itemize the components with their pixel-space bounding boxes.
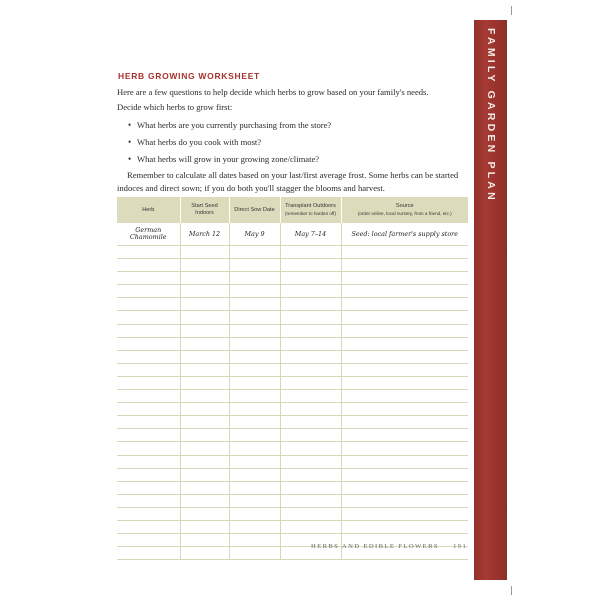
table-cell — [117, 272, 180, 285]
table-cell — [180, 429, 229, 442]
table-cell — [280, 520, 341, 533]
table-cell — [280, 272, 341, 285]
cell-direct-sow: May 9 — [229, 223, 280, 246]
table-cell — [341, 337, 468, 350]
table-row — [117, 246, 468, 259]
table-cell — [341, 442, 468, 455]
table-cell — [341, 403, 468, 416]
table-cell — [180, 481, 229, 494]
table-cell — [180, 455, 229, 468]
table-cell — [180, 507, 229, 520]
table-row — [117, 311, 468, 324]
table-cell — [117, 429, 180, 442]
table-cell — [117, 259, 180, 272]
table-cell — [280, 246, 341, 259]
table-cell — [180, 259, 229, 272]
table-cell — [341, 429, 468, 442]
table-cell — [180, 468, 229, 481]
table-row — [117, 376, 468, 389]
table-cell — [229, 442, 280, 455]
table-row — [117, 507, 468, 520]
table-cell — [280, 494, 341, 507]
table-cell — [117, 403, 180, 416]
table-cell — [117, 455, 180, 468]
question-list — [128, 117, 331, 168]
table-cell — [341, 298, 468, 311]
table-cell — [229, 376, 280, 389]
page-edge-mark-top — [511, 6, 512, 15]
table-row — [117, 272, 468, 285]
table-cell — [229, 494, 280, 507]
cell-herb: German Chamomile — [117, 223, 180, 246]
table-cell — [180, 390, 229, 403]
table-row — [117, 324, 468, 337]
table-cell — [341, 246, 468, 259]
table-cell — [117, 416, 180, 429]
table-cell — [280, 468, 341, 481]
cell-start-seed: March 12 — [180, 223, 229, 246]
table-row — [117, 390, 468, 403]
table-cell — [180, 363, 229, 376]
cell-source: Seed: local farmer's supply store — [341, 223, 468, 246]
table-cell — [280, 429, 341, 442]
table-cell — [229, 520, 280, 533]
table-cell — [341, 416, 468, 429]
table-cell — [280, 298, 341, 311]
table-cell — [341, 363, 468, 376]
table-cell — [180, 272, 229, 285]
table-cell — [341, 520, 468, 533]
table-row — [117, 455, 468, 468]
table-cell — [341, 481, 468, 494]
page-footer — [311, 543, 467, 550]
table-cell — [180, 534, 229, 547]
header-direct-sow-date: Direct Sow Date — [229, 197, 280, 223]
table-cell — [341, 285, 468, 298]
table-row — [117, 468, 468, 481]
table-row — [117, 494, 468, 507]
table-cell — [180, 285, 229, 298]
table-cell — [229, 324, 280, 337]
table-cell — [180, 324, 229, 337]
footer-page-number: 191 — [453, 543, 468, 550]
table-cell — [341, 311, 468, 324]
table-cell — [117, 246, 180, 259]
table-cell — [341, 507, 468, 520]
table-cell — [117, 507, 180, 520]
table-row — [117, 403, 468, 416]
table-row — [117, 285, 468, 298]
table-cell — [180, 376, 229, 389]
table-cell — [180, 337, 229, 350]
table-cell — [341, 259, 468, 272]
question-item: • What herbs will grow in your growing zone/climate? — [128, 154, 320, 164]
table-cell — [229, 272, 280, 285]
table-cell — [117, 350, 180, 363]
page-edge-mark-bottom — [511, 586, 512, 595]
table-header-row — [117, 197, 468, 223]
table-row — [117, 337, 468, 350]
table-cell — [280, 259, 341, 272]
table-cell — [117, 324, 180, 337]
table-row — [117, 223, 468, 246]
table-cell — [180, 403, 229, 416]
table-cell — [280, 363, 341, 376]
table-cell — [117, 390, 180, 403]
table-cell — [229, 468, 280, 481]
table-cell — [229, 311, 280, 324]
table-cell — [341, 494, 468, 507]
table-cell — [180, 311, 229, 324]
table-cell — [229, 350, 280, 363]
table-row — [117, 520, 468, 533]
table-cell — [341, 455, 468, 468]
table-cell — [229, 246, 280, 259]
table-cell — [280, 311, 341, 324]
table-cell — [280, 390, 341, 403]
table-cell — [229, 298, 280, 311]
decide-paragraph: Decide which herbs to grow first: — [117, 102, 233, 112]
table-cell — [229, 403, 280, 416]
table-cell — [117, 534, 180, 547]
table-cell — [229, 390, 280, 403]
table-cell — [117, 547, 180, 560]
table-cell — [280, 507, 341, 520]
table-cell — [341, 350, 468, 363]
table-row — [117, 259, 468, 272]
table-cell — [229, 429, 280, 442]
table-cell — [229, 534, 280, 547]
table-cell — [229, 285, 280, 298]
remember-paragraph: Remember to calculate all dates based on your last/first average frost. Some herbs can be started indoces and direct sown; if you do both you'll stagger the blooms and harvest. — [117, 170, 459, 193]
table-cell — [341, 390, 468, 403]
table-cell — [117, 298, 180, 311]
table-cell — [280, 442, 341, 455]
table-cell — [117, 481, 180, 494]
table-cell — [280, 481, 341, 494]
table-row — [117, 363, 468, 376]
table-cell — [117, 494, 180, 507]
table-cell — [229, 481, 280, 494]
table-cell — [229, 337, 280, 350]
table-row — [117, 442, 468, 455]
question-item: • What herbs are you currently purchasing from the store? — [128, 120, 332, 130]
table-cell — [117, 468, 180, 481]
table-cell — [280, 350, 341, 363]
header-herb: Herb — [117, 197, 180, 223]
table-cell — [180, 416, 229, 429]
section-tab-label: FAMILY GARDEN PLAN — [485, 28, 497, 203]
table-cell — [341, 324, 468, 337]
cell-transplant: May 7–14 — [280, 223, 341, 246]
table-cell — [341, 468, 468, 481]
table-cell — [280, 455, 341, 468]
table-cell — [117, 337, 180, 350]
table-cell — [229, 363, 280, 376]
table-cell — [117, 376, 180, 389]
table-cell — [180, 298, 229, 311]
table-cell — [180, 494, 229, 507]
header-source: Source (order online, local nursery, from a friend, etc.) — [341, 197, 468, 223]
header-transplant-outdoors: Transplant Outdoors (remember to harden off) — [280, 197, 341, 223]
table-row — [117, 416, 468, 429]
table-cell — [341, 376, 468, 389]
table-cell — [229, 416, 280, 429]
table-row — [117, 298, 468, 311]
table-cell — [180, 246, 229, 259]
table-cell — [229, 547, 280, 560]
table-row — [117, 350, 468, 363]
table-cell — [117, 285, 180, 298]
table-cell — [280, 285, 341, 298]
table-cell — [180, 442, 229, 455]
table-cell — [280, 376, 341, 389]
table-cell — [117, 311, 180, 324]
question-item: • What herbs do you cook with most? — [128, 137, 262, 147]
table-row — [117, 481, 468, 494]
table-cell — [229, 507, 280, 520]
table-cell — [180, 547, 229, 560]
table-cell — [280, 416, 341, 429]
table-cell — [341, 272, 468, 285]
table-cell — [280, 403, 341, 416]
intro-paragraph: Here are a few questions to help decide which herbs to grow based on your family's needs. — [117, 87, 429, 97]
table-cell — [180, 520, 229, 533]
table-cell — [229, 455, 280, 468]
herb-worksheet-table — [117, 197, 468, 560]
table-cell — [117, 363, 180, 376]
table-cell — [280, 324, 341, 337]
footer-section-title: HERBS AND EDIBLE FLOWERS — [311, 543, 439, 550]
table-cell — [117, 520, 180, 533]
header-start-seed-indoors: Start Seed Indoors — [180, 197, 229, 223]
table-cell — [117, 442, 180, 455]
worksheet-title: HERB GROWING WORKSHEET — [118, 71, 260, 81]
table-cell — [229, 259, 280, 272]
table-row — [117, 429, 468, 442]
table-cell — [180, 350, 229, 363]
table-cell — [280, 337, 341, 350]
